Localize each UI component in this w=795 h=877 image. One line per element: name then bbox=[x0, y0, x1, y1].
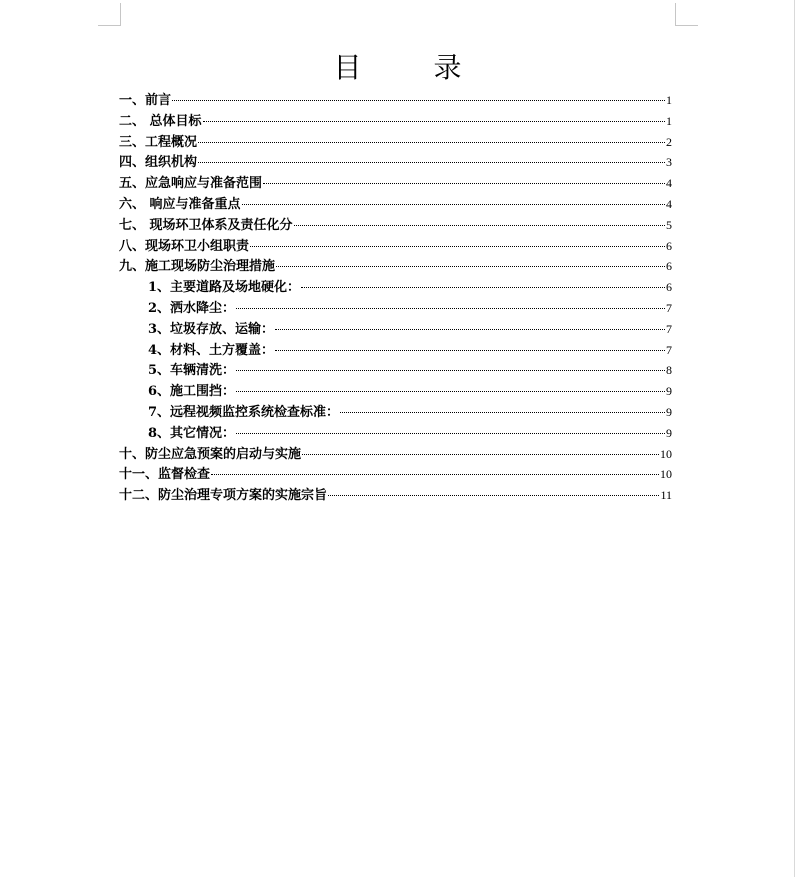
toc-entry[interactable] bbox=[119, 464, 672, 485]
toc-entry-text: 五、应急响应与准备范围 bbox=[119, 176, 263, 192]
toc-entry-text: 5、车辆清洗： bbox=[148, 363, 236, 379]
toc-page-number: 7 bbox=[666, 321, 672, 336]
toc-entry[interactable] bbox=[119, 236, 672, 257]
toc-entry-text: 十二、防尘治理专项方案的实施宗旨 bbox=[119, 488, 328, 504]
toc-dot-leader bbox=[302, 454, 659, 455]
toc-entry-text: 1、主要道路及场地硬化： bbox=[148, 280, 301, 296]
toc-dot-leader bbox=[236, 433, 665, 434]
toc-dot-leader bbox=[236, 370, 665, 371]
table-of-contents bbox=[119, 90, 672, 506]
toc-page-number: 1 bbox=[666, 93, 672, 107]
toc-entry-text: 九、施工现场防尘治理措施 bbox=[119, 259, 276, 275]
toc-page-number: 11 bbox=[660, 488, 672, 503]
toc-dot-leader bbox=[276, 266, 665, 267]
margin-corner-mark-top-left bbox=[98, 3, 121, 26]
toc-page-number: 1 bbox=[666, 113, 672, 128]
toc-entry[interactable] bbox=[119, 256, 672, 277]
toc-entry[interactable] bbox=[119, 215, 672, 236]
toc-entry[interactable] bbox=[119, 381, 672, 402]
toc-entry-text: 七、 现场环卫体系及责任化分 bbox=[119, 217, 293, 233]
toc-page-number: 9 bbox=[666, 384, 672, 399]
toc-dot-leader bbox=[275, 350, 665, 351]
toc-entry-text: 6、施工围挡： bbox=[148, 384, 236, 400]
toc-title: 目 录 bbox=[333, 51, 484, 84]
toc-page-number: 6 bbox=[666, 259, 672, 274]
toc-dot-leader bbox=[211, 474, 659, 475]
toc-entry-text: 一、前言 bbox=[119, 93, 172, 108]
toc-page-number: 2 bbox=[666, 134, 672, 149]
toc-page-number: 10 bbox=[660, 446, 672, 461]
toc-entry[interactable] bbox=[119, 444, 672, 465]
toc-page-number: 4 bbox=[666, 196, 672, 211]
margin-corner-mark-top-right bbox=[675, 3, 698, 26]
toc-entry[interactable] bbox=[119, 277, 672, 298]
toc-page-number: 8 bbox=[666, 363, 672, 378]
toc-entry-text: 三、工程概况 bbox=[119, 134, 198, 150]
toc-entry-text: 十、防尘应急预案的启动与实施 bbox=[119, 446, 302, 462]
toc-entry-text: 十一、监督检查 bbox=[119, 467, 211, 483]
toc-entry-text: 3、垃圾存放、运输： bbox=[148, 321, 275, 337]
toc-dot-leader bbox=[203, 121, 665, 122]
toc-dot-leader bbox=[340, 412, 665, 413]
toc-dot-leader bbox=[198, 142, 665, 143]
toc-entry-text: 2、洒水降尘： bbox=[148, 300, 236, 316]
toc-page-number: 5 bbox=[666, 217, 672, 232]
toc-entry-text: 二、 总体目标 bbox=[119, 113, 202, 129]
toc-entry-text: 六、 响应与准备重点 bbox=[119, 196, 241, 212]
toc-entry[interactable] bbox=[119, 90, 672, 111]
toc-dot-leader bbox=[328, 495, 659, 496]
toc-entry[interactable] bbox=[119, 111, 672, 132]
toc-entry[interactable] bbox=[119, 423, 672, 444]
toc-entry[interactable] bbox=[119, 152, 672, 173]
toc-entry[interactable] bbox=[119, 319, 672, 340]
toc-entry-text: 8、其它情况： bbox=[148, 425, 236, 441]
toc-entry-text: 四、组织机构 bbox=[119, 155, 198, 171]
toc-entry[interactable] bbox=[119, 194, 672, 215]
toc-entry-text: 八、现场环卫小组职责 bbox=[119, 238, 250, 254]
toc-dot-leader bbox=[294, 225, 665, 226]
toc-dot-leader bbox=[242, 204, 665, 205]
toc-page-number: 6 bbox=[666, 280, 672, 295]
toc-page-number: 10 bbox=[660, 467, 672, 482]
toc-entry[interactable] bbox=[119, 173, 672, 194]
toc-page-number: 9 bbox=[666, 425, 672, 440]
toc-page-number: 6 bbox=[666, 238, 672, 253]
toc-entry[interactable] bbox=[119, 340, 672, 361]
toc-entry[interactable] bbox=[119, 132, 672, 153]
toc-dot-leader bbox=[236, 308, 665, 309]
toc-page-number: 4 bbox=[666, 176, 672, 191]
toc-dot-leader bbox=[301, 287, 665, 288]
toc-page-number: 7 bbox=[666, 300, 672, 315]
toc-entry-text: 7、远程视频监控系统检查标准： bbox=[148, 404, 340, 420]
toc-page-number: 3 bbox=[666, 155, 672, 170]
toc-dot-leader bbox=[236, 391, 665, 392]
toc-entry[interactable] bbox=[119, 402, 672, 423]
toc-entry[interactable] bbox=[119, 360, 672, 381]
toc-entry-text: 4、材料、土方覆盖： bbox=[148, 342, 275, 358]
toc-entry[interactable] bbox=[119, 298, 672, 319]
toc-dot-leader bbox=[198, 162, 665, 163]
toc-dot-leader bbox=[275, 329, 665, 330]
toc-entry[interactable] bbox=[119, 485, 672, 506]
toc-dot-leader bbox=[172, 100, 665, 101]
toc-page-number: 7 bbox=[666, 342, 672, 357]
toc-dot-leader bbox=[263, 183, 665, 184]
toc-dot-leader bbox=[250, 246, 665, 247]
toc-page-number: 9 bbox=[666, 404, 672, 419]
